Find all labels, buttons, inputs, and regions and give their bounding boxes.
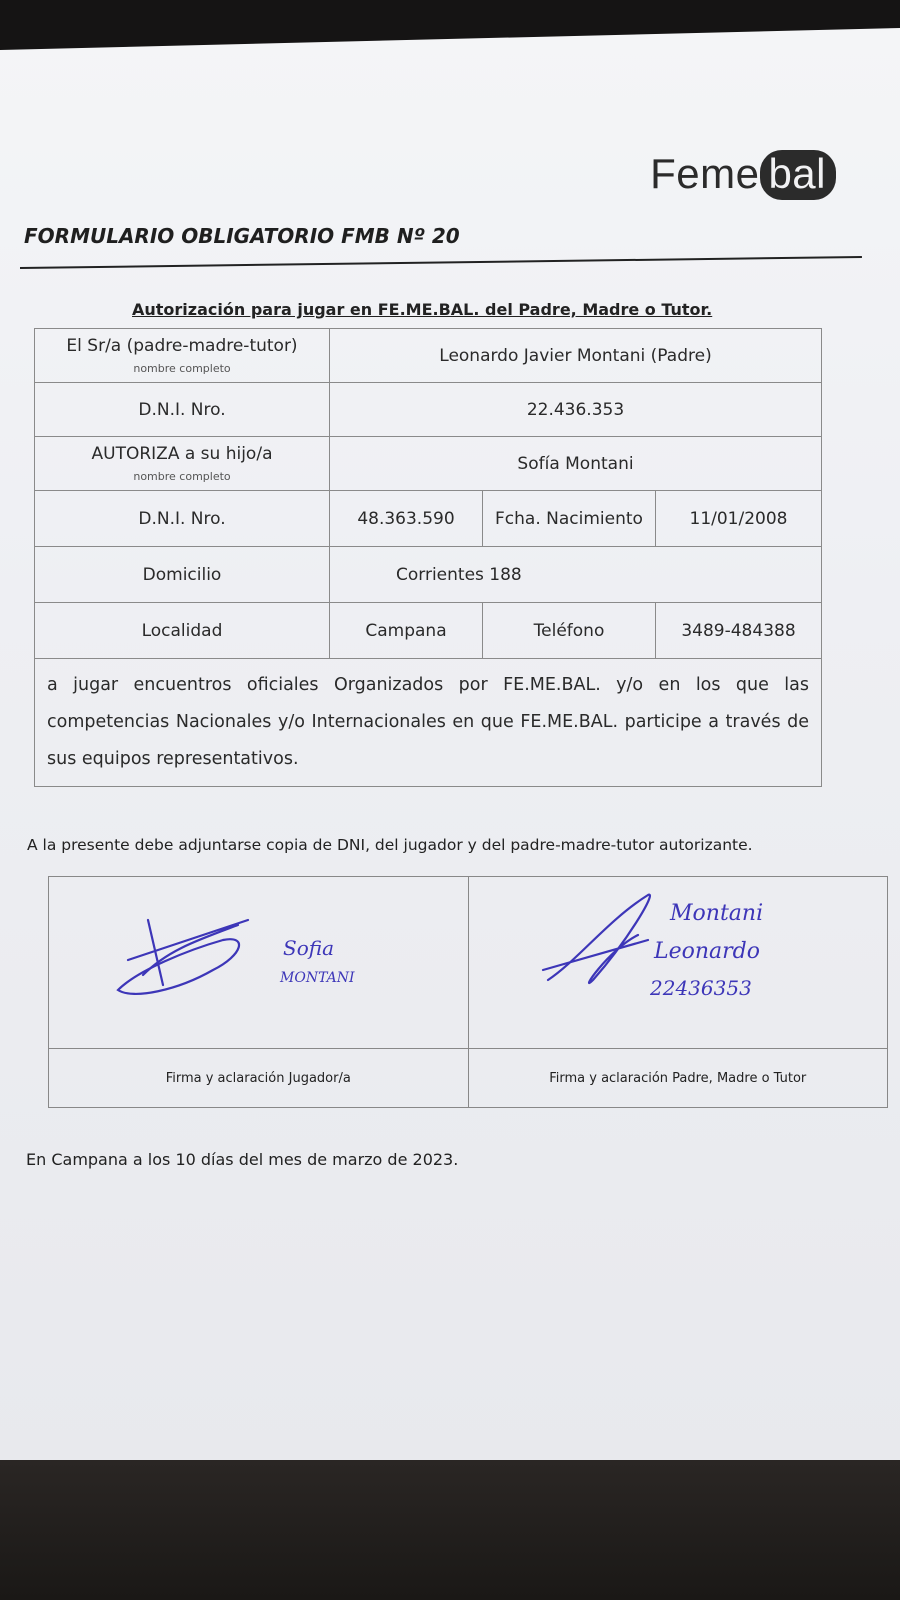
nombre-completo-note: nombre completo <box>133 362 231 375</box>
nacimiento-label: Fcha. Nacimiento <box>483 491 656 547</box>
telefono-value: 3489-484388 <box>656 603 822 659</box>
background-bottom <box>0 1460 900 1600</box>
padre-handwritten-dni: 22436353 <box>650 976 752 1000</box>
document-heading: Autorización para jugar en FE.ME.BAL. del Padre, Madre o Tutor. <box>132 300 713 319</box>
authorization-table <box>34 328 822 787</box>
padre-signature-scribble <box>548 895 650 983</box>
tutor-dni-value: 22.436.353 <box>330 383 822 437</box>
jugador-signature-caption: Firma y aclaración Jugador/a <box>49 1049 469 1108</box>
hijo-dni-label: D.N.I. Nro. <box>35 491 330 547</box>
hijo-dni-value: 48.363.590 <box>330 491 483 547</box>
hijo-name-value: Sofía Montani <box>330 437 822 491</box>
authorization-paragraph: a jugar encuentros oficiales Organizados por FE.ME.BAL. y/o en los que las competencias Nacionales y/o Internacionales en que FE.ME.BAL. participe a través de sus equipos representativos. <box>35 659 822 787</box>
padre-signature-caption: Firma y aclaración Padre, Madre o Tutor <box>468 1049 888 1108</box>
domicilio-label: Domicilio <box>35 547 330 603</box>
localidad-value: Campana <box>330 603 483 659</box>
femebal-logo: Feme bal <box>650 150 836 200</box>
jugador-handwritten-surname: MONTANI <box>280 970 355 986</box>
padre-handwritten-name: Leonardo <box>654 939 761 964</box>
telefono-label: Teléfono <box>483 603 656 659</box>
domicilio-value: Corrientes 188 <box>330 547 822 603</box>
jugador-handwritten-name: Sofia <box>283 936 335 960</box>
form-title: FORMULARIO OBLIGATORIO FMB Nº 20 <box>24 224 460 248</box>
padre-handwritten-surname: Montani <box>670 901 764 926</box>
attachment-note: A la presente debe adjuntarse copia de DNI, del jugador y del padre-madre-tutor autorizante. <box>27 836 753 854</box>
tutor-label-cell: El Sr/a (padre-madre-tutor) nombre completo <box>35 329 330 383</box>
jugador-signature-scribble <box>118 939 239 994</box>
padre-signature-stroke <box>543 940 648 970</box>
tutor-dni-label: D.N.I. Nro. <box>35 383 330 437</box>
autoriza-label-cell: AUTORIZA a su hijo/a nombre completo <box>35 437 330 491</box>
date-line: En Campana a los 10 días del mes de marzo de 2023. <box>26 1150 459 1169</box>
tutor-name-value: Leonardo Javier Montani (Padre) <box>330 329 822 383</box>
nombre-completo-note: nombre completo <box>133 470 231 483</box>
nacimiento-value: 11/01/2008 <box>656 491 822 547</box>
handwritten-signatures <box>48 880 888 1030</box>
localidad-label: Localidad <box>35 603 330 659</box>
